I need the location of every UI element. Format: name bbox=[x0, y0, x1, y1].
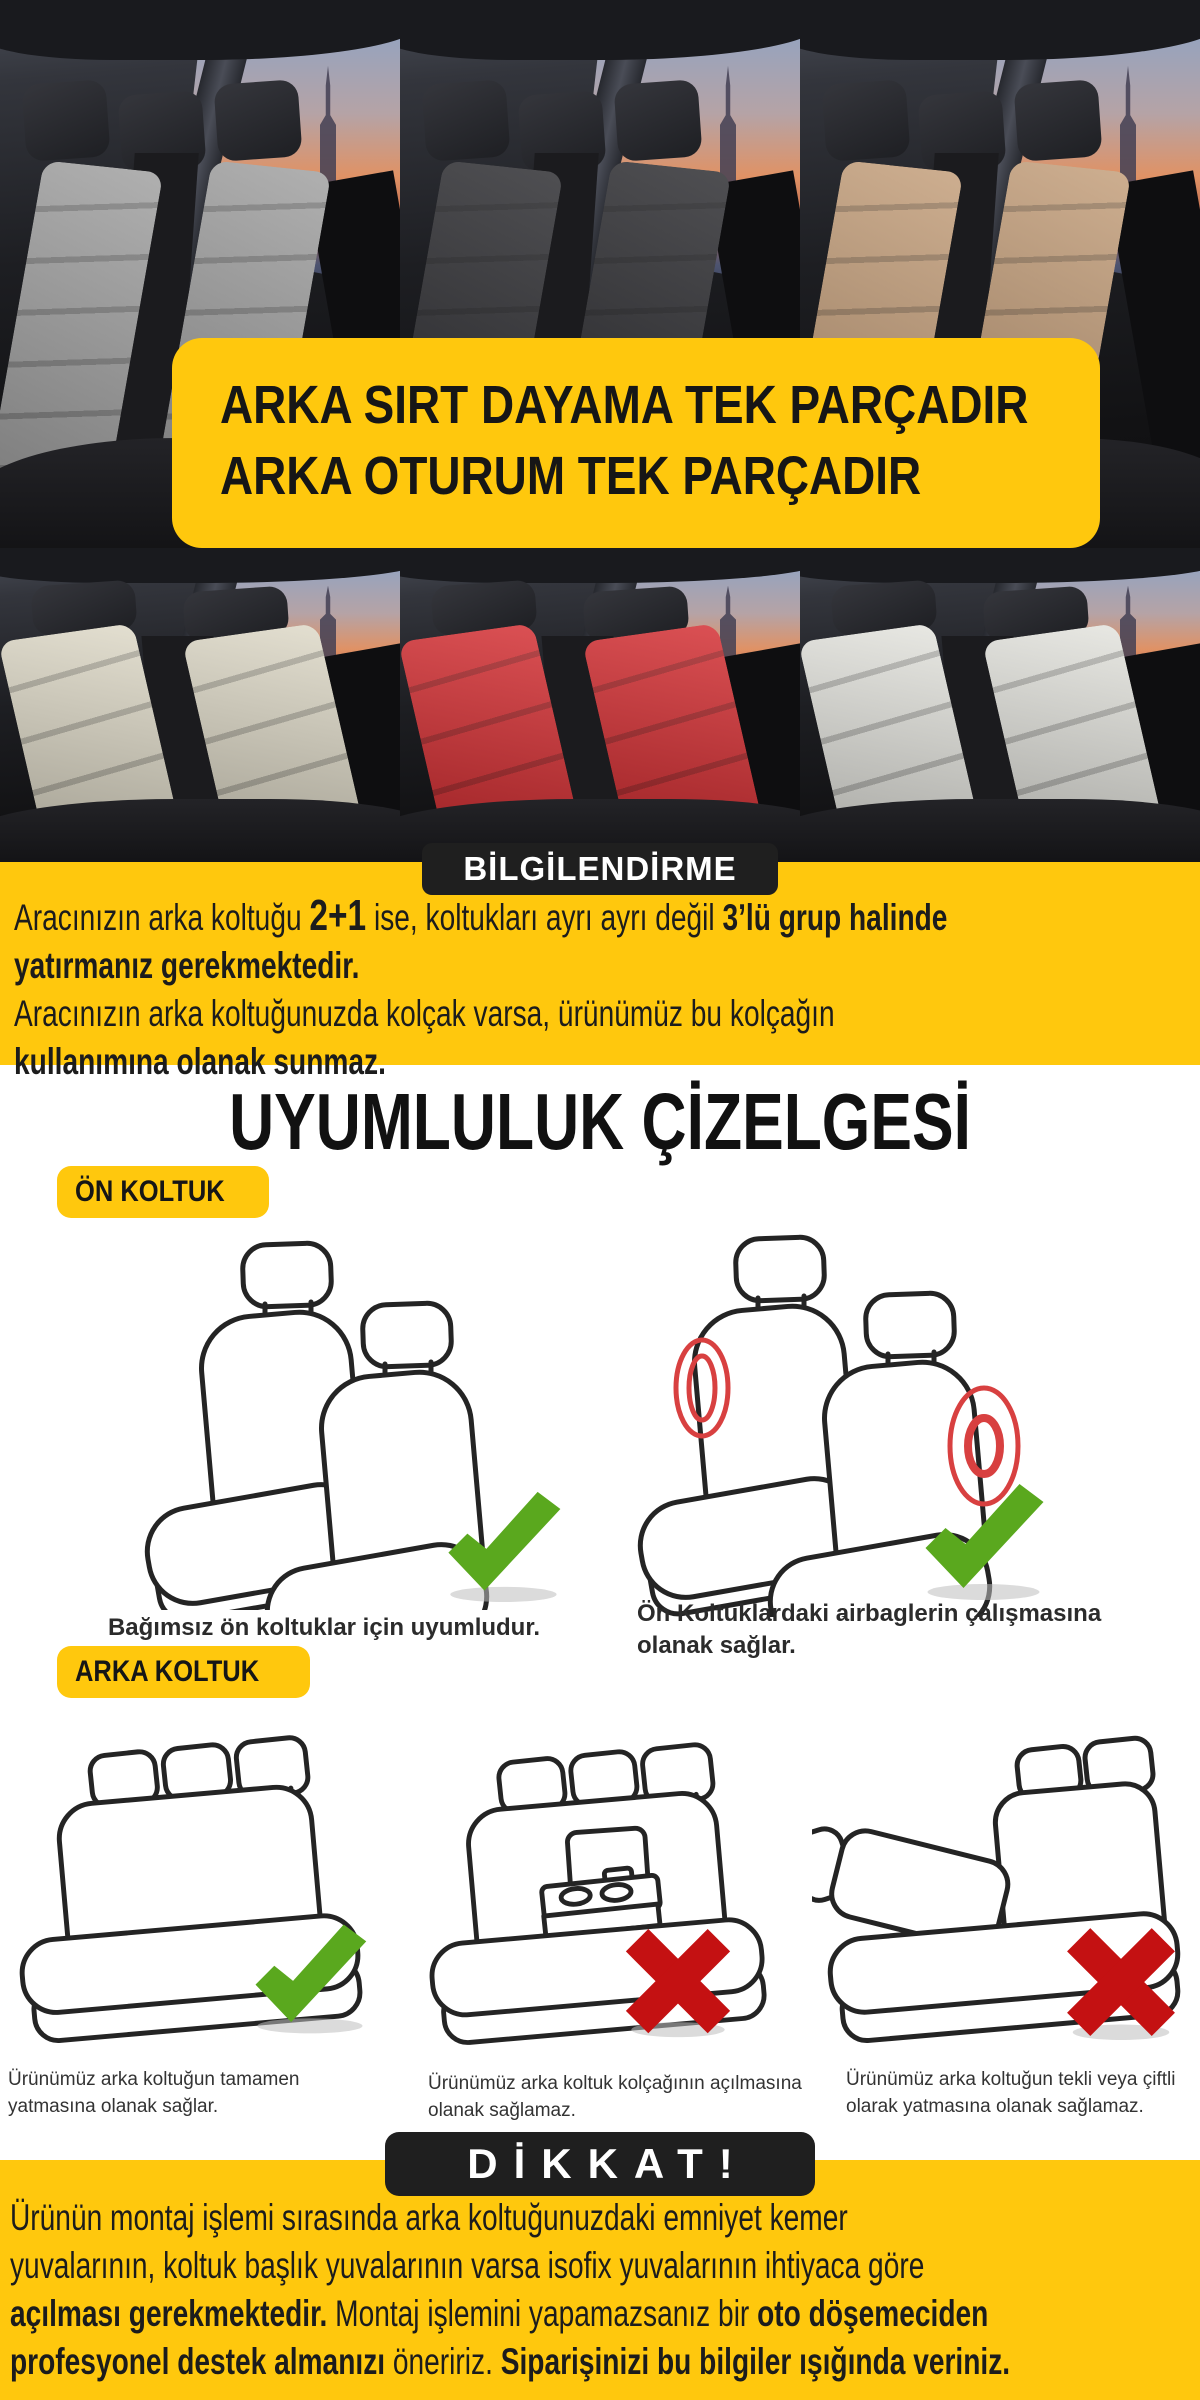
x-icon bbox=[622, 1928, 734, 2038]
car-roof bbox=[800, 548, 1200, 583]
headrest bbox=[213, 79, 302, 161]
check-icon bbox=[915, 1482, 1050, 1600]
warning-line: profesyonel destek almanızı öneririz. Siparişinizi bu bilgiler ışığında veriniz. bbox=[10, 2341, 1011, 2382]
front-caption-1: Bağımsız ön koltuklar için uyumludur. bbox=[107, 1614, 541, 1641]
info-line: Aracınızın arka koltuğunuzda kolçak varsa, ürünümüz bu kolçağın bbox=[14, 993, 835, 1034]
check-icon bbox=[440, 1490, 565, 1602]
rear-seat-label bbox=[57, 1646, 310, 1698]
seat-cushion bbox=[0, 799, 400, 862]
warning-section bbox=[0, 2160, 1200, 2400]
x-icon bbox=[1062, 1928, 1180, 2040]
section-title: UYUMLULUK ÇİZELGESİ bbox=[229, 1077, 971, 1166]
info-badge: BİLGİLENDİRME bbox=[422, 843, 778, 895]
info-line: yatırmanız gerekmektedir. bbox=[14, 945, 360, 986]
warning-badge: DİKKAT! bbox=[385, 2132, 815, 2196]
headrest bbox=[21, 79, 110, 161]
front-seat-label bbox=[57, 1166, 269, 1218]
headrest bbox=[821, 79, 910, 161]
banner-line-1: ARKA SIRT DAYAMA TEK PARÇADIR bbox=[220, 375, 1029, 435]
warning-line: Ürünün montaj işlemi sırasında arka koltuğunuzdaki emniyet kemer bbox=[10, 2197, 848, 2238]
info-line: Aracınızın arka koltuğu 2+1 ise, koltukları ayrı ayrı değil 3’lü grup halinde bbox=[14, 891, 948, 940]
warning-line: yuvalarının, koltuk başlık yuvalarının varsa isofix yuvalarının ihtiyaca göre bbox=[10, 2245, 925, 2286]
headrest bbox=[421, 79, 510, 161]
front-seat-label-text: ÖN KOLTUK bbox=[75, 1175, 225, 1208]
headline-banner bbox=[172, 338, 1100, 548]
warning-line: açılması gerekmektedir. Montaj işlemini yapamazsanız bir oto döşemeciden bbox=[10, 2293, 989, 2334]
car-roof bbox=[0, 0, 400, 60]
rear-seat-label-text: ARKA KOLTUK bbox=[75, 1655, 260, 1688]
rear-caption-1: Ürünümüz arka koltuğun tamamen yatmasına olanak sağlar. bbox=[8, 2069, 300, 2117]
info-line: kullanımına olanak sunmaz. bbox=[14, 1041, 386, 1082]
seat-photo-cream bbox=[0, 548, 400, 862]
front-caption-2: Ön Koltuklardaki airbaglerin çalışmasına olanak sağlar. bbox=[637, 1600, 1102, 1659]
rear-caption-3: Ürünümüz arka koltuğun tekli veya çiftli olarak yatmasına olanak sağlamaz. bbox=[846, 2069, 1176, 2117]
seat-photo-red bbox=[400, 548, 800, 862]
car-roof bbox=[400, 548, 800, 583]
seat-cushion bbox=[800, 799, 1200, 862]
banner-line-2: ARKA OTURUM TEK PARÇADIR bbox=[220, 446, 922, 506]
headrest bbox=[1013, 79, 1102, 161]
check-icon bbox=[248, 1922, 370, 2034]
seat-photo-white bbox=[800, 548, 1200, 862]
car-roof bbox=[400, 0, 800, 60]
car-roof bbox=[800, 0, 1200, 60]
rear-caption-2: Ürünümüz arka koltuk kolçağının açılmasına olanak sağlamaz. bbox=[428, 2073, 802, 2121]
car-roof bbox=[0, 548, 400, 583]
headrest bbox=[613, 79, 702, 161]
